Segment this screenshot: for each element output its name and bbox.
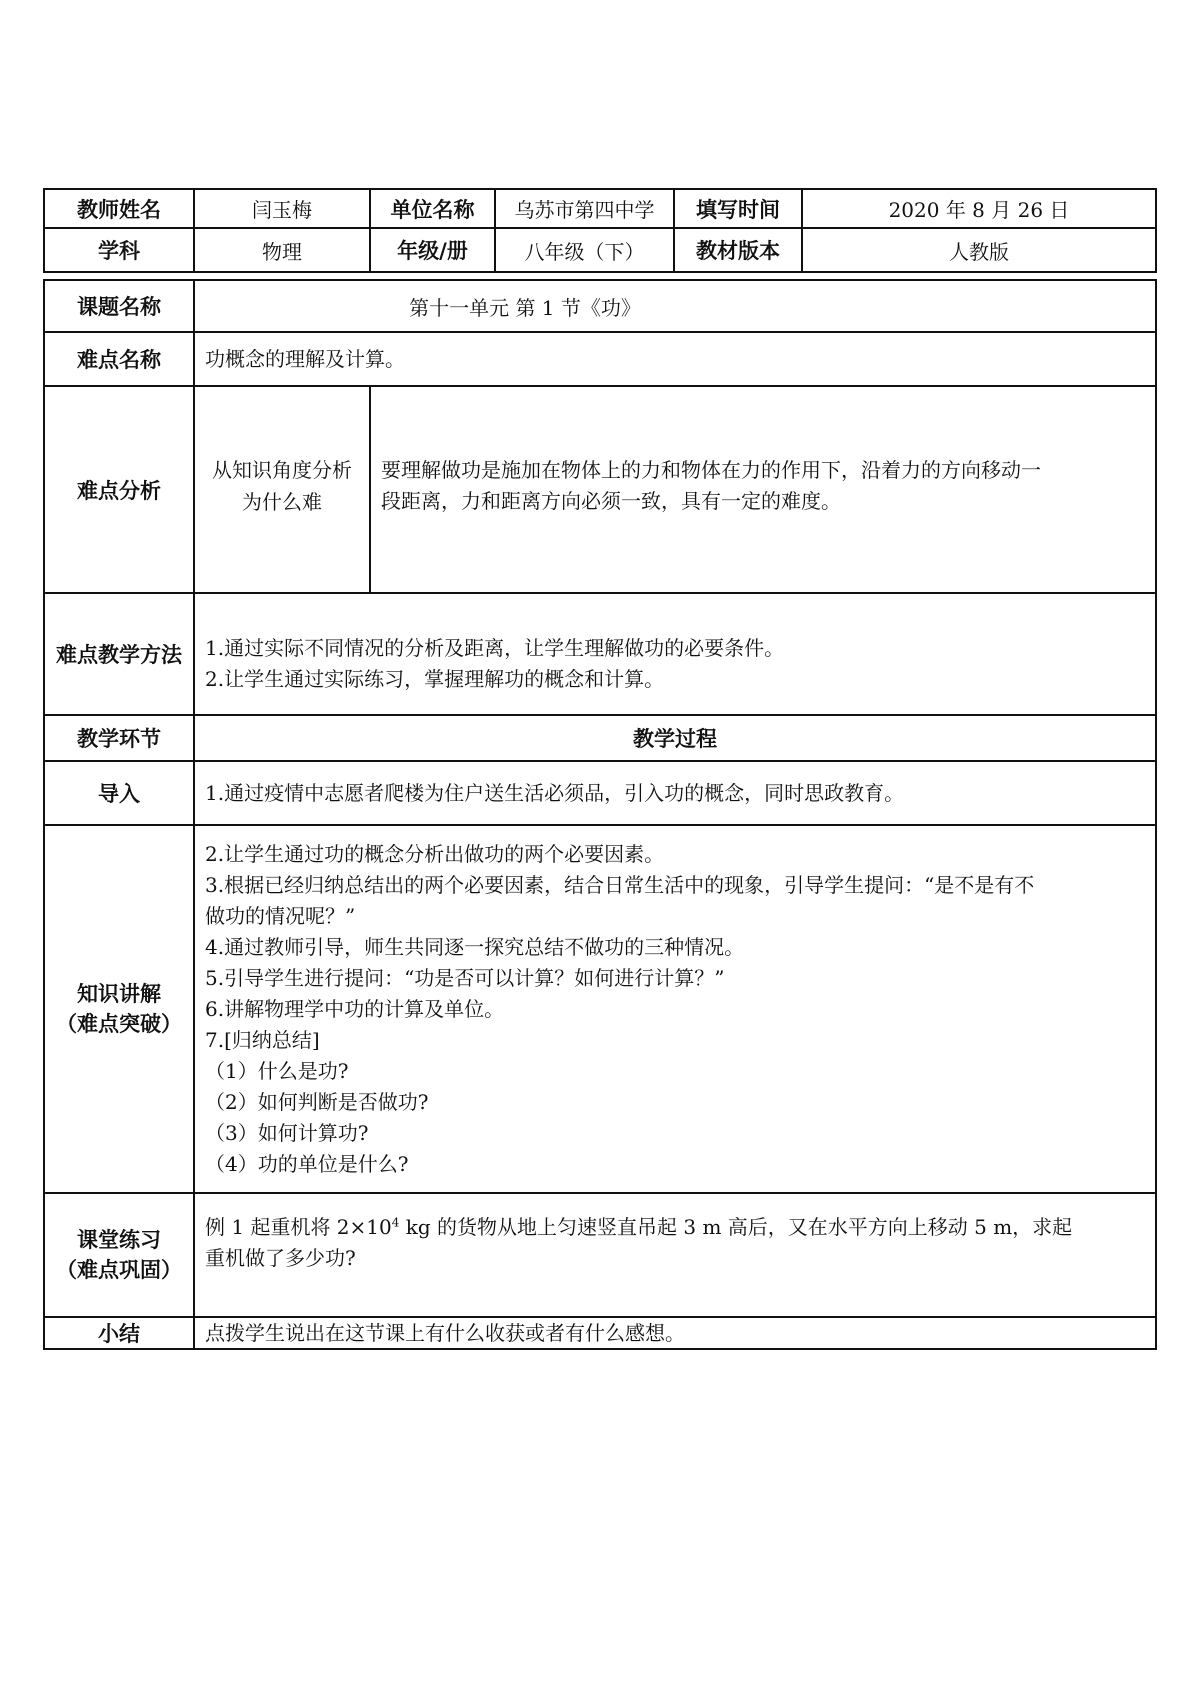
practice-line-1 <box>205 1212 1149 1243</box>
analysis-text <box>370 386 1156 593</box>
intro-row <box>44 761 1156 825</box>
analysis-text-line-1: 要理解做功是施加在物体上的力和物体在力的作用下，沿着力的方向移动一 <box>381 457 1041 482</box>
info-row-2 <box>44 228 1156 272</box>
process-header-row <box>44 715 1156 761</box>
method-text <box>194 593 1156 715</box>
knowledge-text <box>194 825 1156 1193</box>
process-stage-header: 教学环节 <box>44 715 194 761</box>
knowledge-label <box>44 825 194 1193</box>
lesson-plan-table <box>43 188 1157 1350</box>
unit-name-value: 乌苏市第四中学 <box>495 189 674 228</box>
unit-name-label: 单位名称 <box>370 189 495 228</box>
process-content-header: 教学过程 <box>194 715 1156 761</box>
knowledge-line: （3）如何计算功? <box>205 1121 369 1145</box>
fill-date-value: 2020 年 8 月 26 日 <box>802 189 1156 228</box>
practice-label <box>44 1193 194 1317</box>
practice-label-line-1: 课堂练习 <box>77 1228 161 1252</box>
knowledge-line: 3.根据已经归纳总结出的两个必要因素，结合日常生活中的现象，引导学生提问：“是不是有不 <box>205 873 1035 897</box>
grade-label: 年级/册 <box>370 228 495 272</box>
summary-text: 点拨学生说出在这节课上有什么收获或者有什么感想。 <box>194 1317 1156 1349</box>
topic-value <box>194 280 1156 332</box>
subject-label: 学科 <box>44 228 194 272</box>
knowledge-line: 4.通过教师引导，师生共同逐一探究总结不做功的三种情况。 <box>205 935 745 959</box>
grade-value: 八年级（下） <box>495 228 674 272</box>
method-label: 难点教学方法 <box>44 593 194 715</box>
difficulty-label: 难点名称 <box>44 332 194 386</box>
difficulty-row <box>44 332 1156 386</box>
practice-row <box>44 1193 1156 1317</box>
difficulty-value: 功概念的理解及计算。 <box>194 332 1156 386</box>
practice-text <box>194 1193 1156 1317</box>
practice-exponent: 4 <box>391 1215 400 1230</box>
practice-part-1: 例 1 起重机将 2×10 <box>205 1215 392 1239</box>
practice-label-line-2: （难点巩固） <box>56 1258 182 1282</box>
practice-line-2: 重机做了多少功? <box>205 1246 356 1270</box>
method-row <box>44 593 1156 715</box>
knowledge-line: 做功的情况呢？” <box>205 904 356 928</box>
method-item-2: 2.让学生通过实际练习，掌握理解功的概念和计算。 <box>205 667 665 691</box>
knowledge-label-line-1: 知识讲解 <box>77 982 161 1006</box>
subject-value: 物理 <box>194 228 370 272</box>
intro-label: 导入 <box>44 761 194 825</box>
teacher-name-value: 闫玉梅 <box>194 189 370 228</box>
practice-part-2: kg 的货物从地上匀速竖直吊起 3 m 高后，又在水平方向上移动 5 m，求起 <box>399 1215 1073 1239</box>
analysis-sub-label-line-1: 从知识角度分析 <box>212 457 352 482</box>
topic-label: 课题名称 <box>44 280 194 332</box>
lesson-plan-sheet <box>43 188 1155 1350</box>
knowledge-row <box>44 825 1156 1193</box>
knowledge-label-line-2: （难点突破） <box>56 1012 182 1036</box>
teacher-name-label: 教师姓名 <box>44 189 194 228</box>
analysis-label: 难点分析 <box>44 386 194 593</box>
knowledge-line: 6.讲解物理学中功的计算及单位。 <box>205 997 505 1021</box>
info-row-1 <box>44 189 1156 228</box>
analysis-text-line-2: 段距离，力和距离方向必须一致，具有一定的难度。 <box>381 488 841 513</box>
intro-text: 1.通过疫情中志愿者爬楼为住户送生活必须品，引入功的概念，同时思政教育。 <box>194 761 1156 825</box>
method-item-1: 1.通过实际不同情况的分析及距离，让学生理解做功的必要条件。 <box>205 636 785 660</box>
knowledge-line: 2.让学生通过功的概念分析出做功的两个必要因素。 <box>205 842 665 866</box>
topic-value-text: 第十一单元 第 1 节《功》 <box>409 295 641 320</box>
analysis-row <box>44 386 1156 593</box>
knowledge-line: 5.引导学生进行提问：“功是否可以计算？如何进行计算？” <box>205 966 725 990</box>
analysis-sub-label <box>194 386 370 593</box>
analysis-sub-label-line-2: 为什么难 <box>242 489 322 514</box>
edition-label: 教材版本 <box>674 228 802 272</box>
edition-value: 人教版 <box>802 228 1156 272</box>
topic-row <box>44 280 1156 332</box>
summary-label: 小结 <box>44 1317 194 1349</box>
spacer-row <box>44 272 1156 280</box>
summary-row <box>44 1317 1156 1349</box>
knowledge-line: （2）如何判断是否做功? <box>205 1090 429 1114</box>
knowledge-line: （1）什么是功? <box>205 1059 349 1083</box>
knowledge-line: 7.[归纳总结] <box>205 1028 320 1052</box>
knowledge-line: （4）功的单位是什么? <box>205 1152 409 1176</box>
fill-date-label: 填写时间 <box>674 189 802 228</box>
